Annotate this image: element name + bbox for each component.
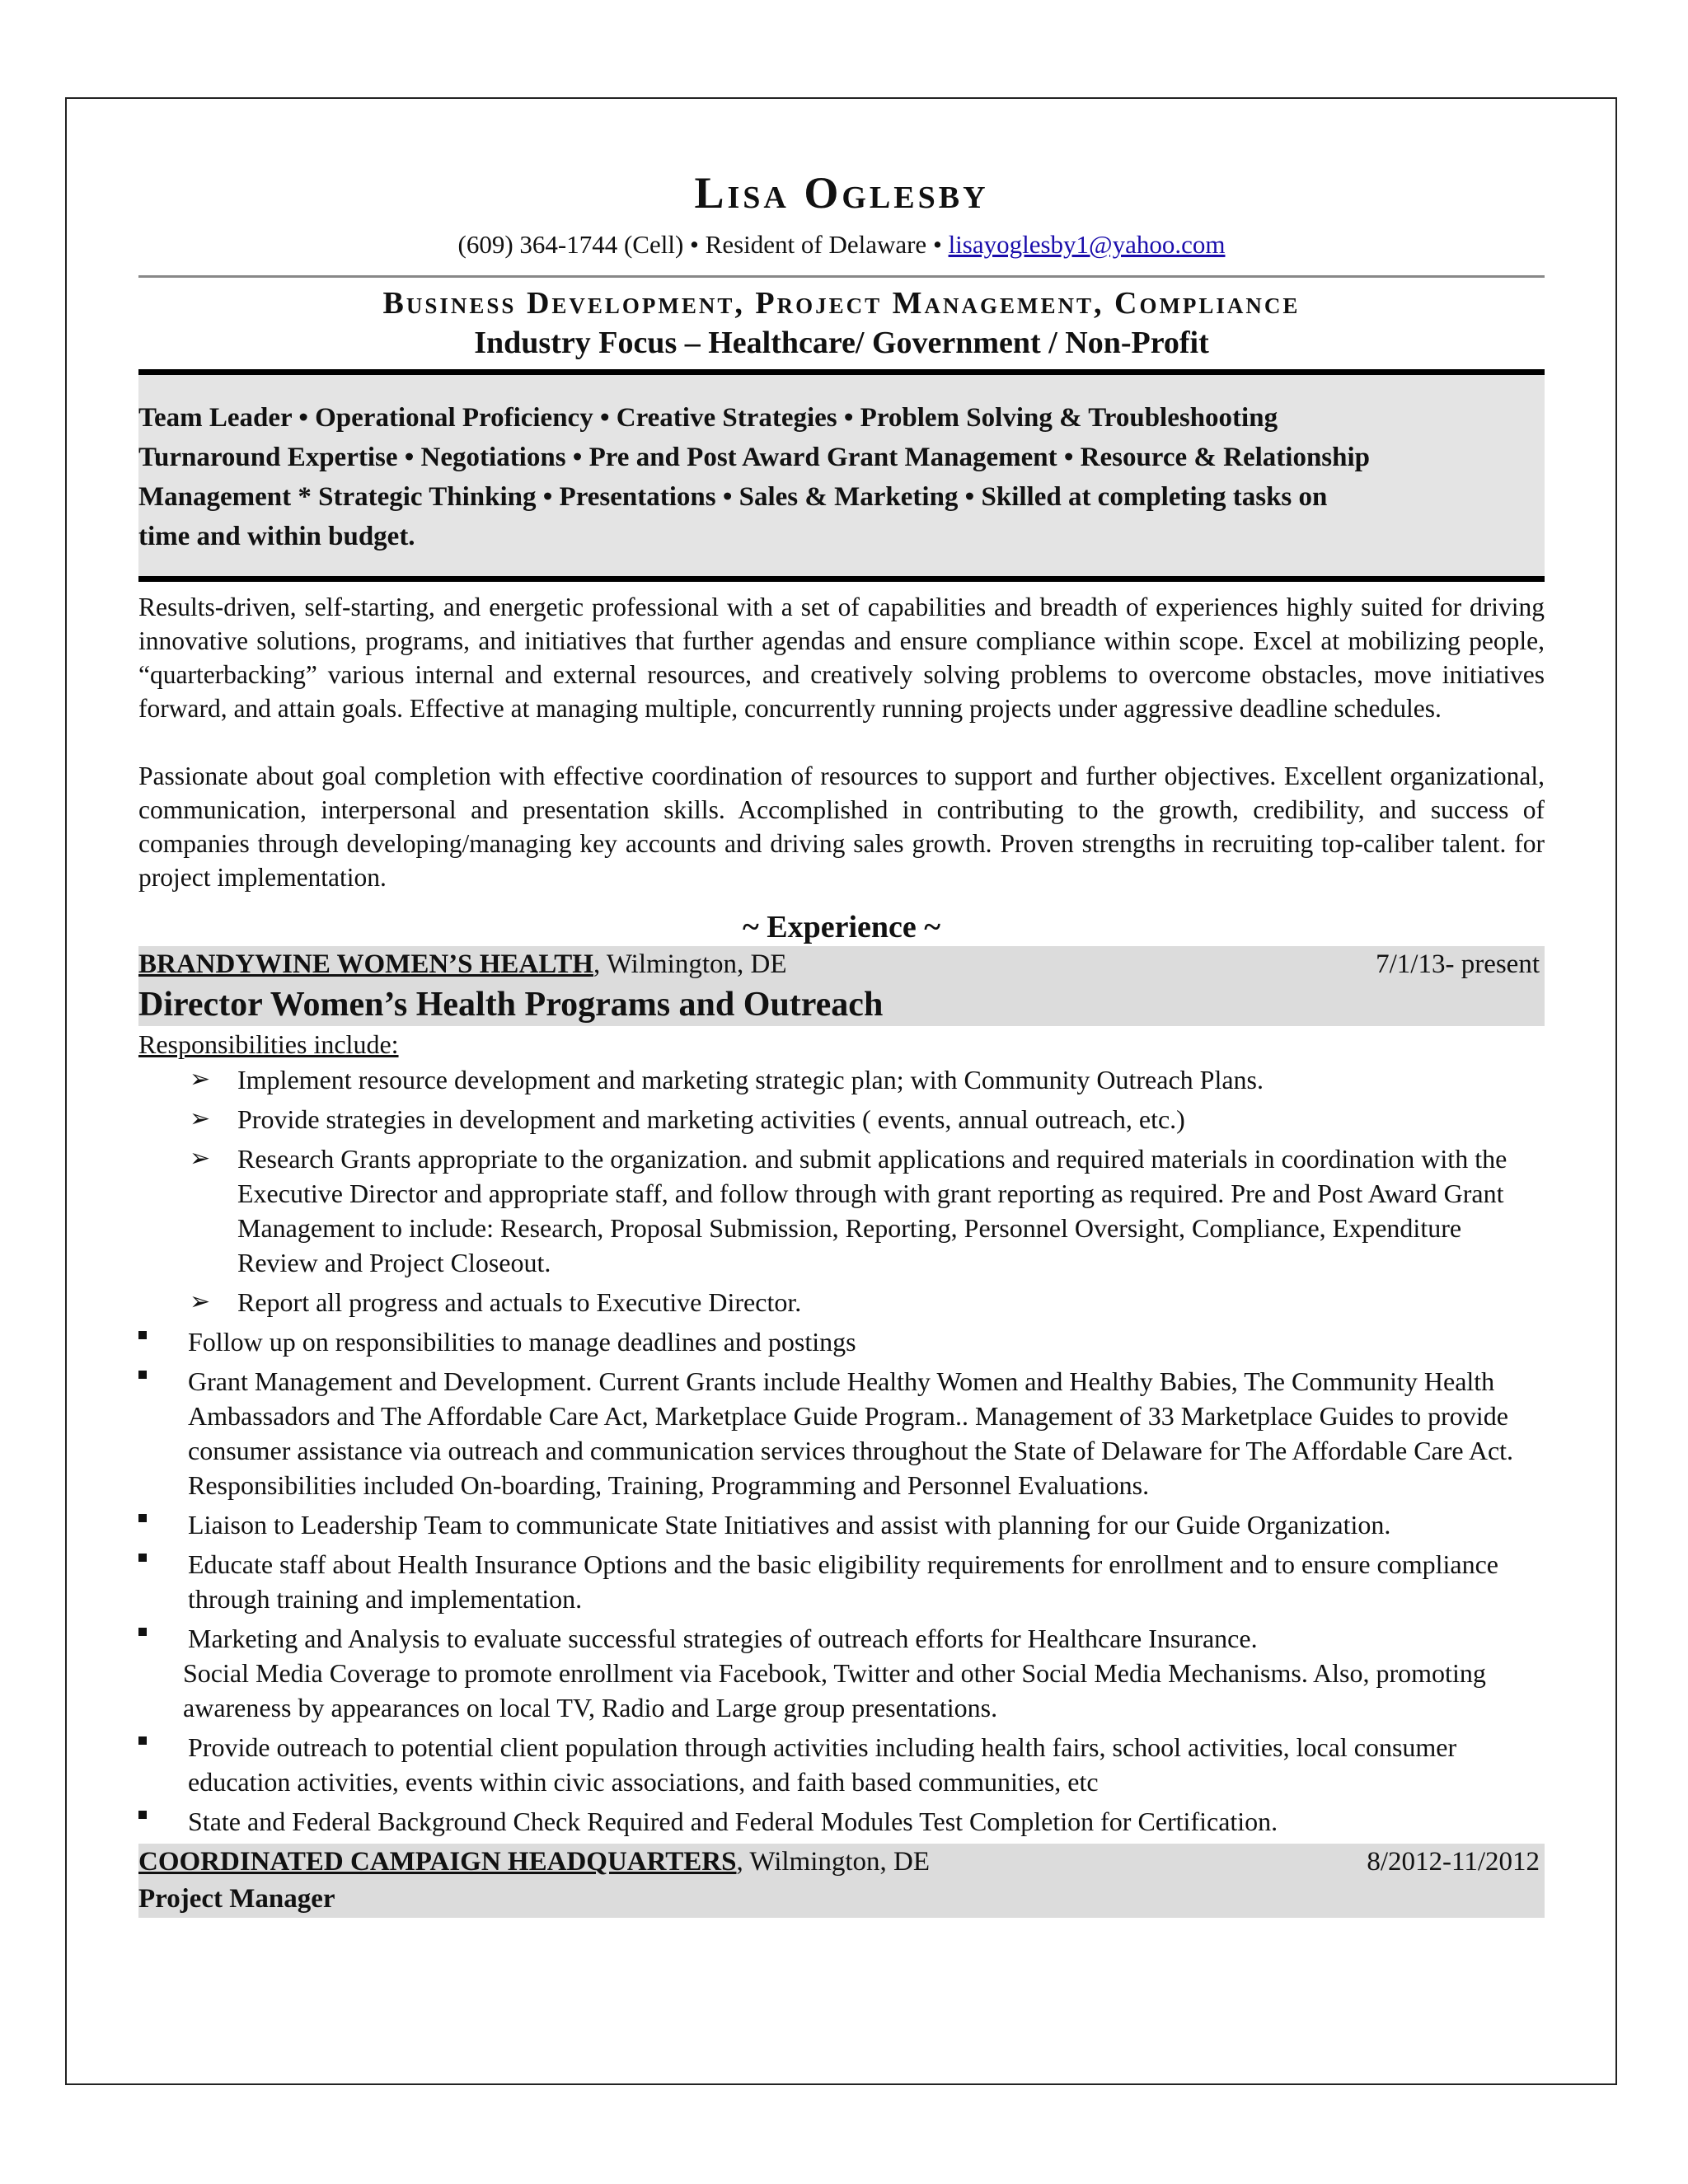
arrow-bullet-icon: ➢ [190, 1145, 211, 1173]
industry-focus: Industry Focus – Healthcare/ Government / Non-Profit [474, 326, 1209, 361]
job-location: , Wilmington, DE [593, 949, 787, 980]
square-bullet-icon [138, 1371, 147, 1379]
job-header [138, 1844, 1545, 1881]
separator: • [932, 230, 942, 260]
resume [138, 169, 1545, 1918]
location: Resident of Delaware [705, 230, 927, 260]
summary-paragraph: Results-driven, self-starting, and energetic professional with a set of capabilities and breadth of experiences highly suited for driving innovative solutions, programs, and initiatives that further agendas and ensure compliance within scope. Excel at mobilizing people, “quarterbacking” various internal and external resources, and creatively solving problems to overcome obstacles, move initiatives forward, and attain goals. Effective at managing multiple, concurrently running projects under aggressive deadline schedules. [138, 592, 1545, 723]
experience-heading: ~ Experience ~ [742, 909, 941, 944]
divider [138, 275, 1545, 278]
headline: Business Development, Project Management, Compliance [382, 285, 1301, 321]
square-bullet-icon [138, 1736, 147, 1745]
job-dates: 8/2012-11/2012 [1367, 1847, 1540, 1877]
responsibility-list [138, 1062, 1545, 1319]
employer-name: BRANDYWINE WOMEN’S HEALTH [138, 949, 593, 980]
job-header [138, 946, 1545, 983]
list-item: ➢ Implement resource development and marketing strategic plan; with Community Outreach Plans. [138, 1062, 1545, 1097]
list-item: Marketing and Analysis to evaluate successful strategies of outreach efforts for Healthcare Insurance. Social Media Coverage to promote enrollment via Facebook, Twitter and other Social Media Mechanisms. Also, promoting awareness by appearances on local TV, Radio and Large group presentations. [138, 1621, 1545, 1725]
list-item: State and Federal Background Check Required and Federal Modules Test Completion for Certification. [138, 1804, 1545, 1839]
responsibilities-label: Responsibilities include: [138, 1029, 399, 1060]
list-item: Provide outreach to potential client population through activities including health fairs, school activities, local consumer education activities, events within civic associations, and faith based communities, etc [138, 1730, 1545, 1799]
square-bullet-icon [138, 1331, 147, 1339]
list-item: Liaison to Leadership Team to communicate State Initiatives and assist with planning for our Guide Organization. [138, 1507, 1545, 1542]
job-location: , Wilmington, DE [736, 1847, 931, 1877]
candidate-name: Lisa Oglesby [694, 168, 989, 218]
list-item: ➢ Report all progress and actuals to Executive Director. [138, 1285, 1545, 1319]
list-item: Educate staff about Health Insurance Options and the basic eligibility requirements for enrollment and to ensure compliance through training and implementation. [138, 1547, 1545, 1616]
arrow-bullet-icon: ➢ [190, 1288, 211, 1316]
arrow-bullet-icon: ➢ [190, 1066, 211, 1094]
job-title: Director Women’s Health Programs and Outreach [138, 983, 1545, 1026]
job-title: Project Manager [138, 1881, 1545, 1918]
employer-name: COORDINATED CAMPAIGN HEADQUARTERS [138, 1847, 737, 1877]
duties-list [138, 1324, 1545, 1839]
skills-box [138, 375, 1545, 576]
square-bullet-icon [138, 1514, 147, 1522]
divider [138, 369, 1545, 375]
contact-line [138, 229, 1545, 260]
square-bullet-icon [138, 1811, 147, 1819]
arrow-bullet-icon: ➢ [190, 1105, 211, 1133]
list-item: Grant Management and Development. Current Grants include Healthy Women and Healthy Babies, The Community Health Ambassadors and The Affordable Care Act, Marketplace Guide Program.. Management of 33 Marketplace Guides to provide consumer assistance via outreach and communication services throughout the State of Delaware for The Affordable Care Act. Responsibilities included On-boarding, Training, Programming and Personnel Evaluations. [138, 1364, 1545, 1502]
email-link[interactable]: lisayoglesby1@yahoo.com [948, 230, 1226, 260]
list-item: Follow up on responsibilities to manage deadlines and postings [138, 1324, 1545, 1359]
phone: (609) 364-1744 (Cell) [457, 230, 684, 260]
list-item: ➢ Provide strategies in development and marketing activities ( events, annual outreach, etc.) [138, 1102, 1545, 1137]
job-dates: 7/1/13- present [1376, 949, 1540, 980]
skills-line: Team Leader • Operational Proficiency • Creative Strategies • Problem Solving & Troubleshooting [138, 402, 1278, 433]
list-item: ➢ Research Grants appropriate to the organization. and submit applications and required materials in coordination with the Executive Director and appropriate staff, and follow through with grant reporting as required. Pre and Post Award Grant Management to include: Research, Proposal Submission, Reporting, Personnel Oversight, Compliance, Expenditure Review and Project Closeout. [138, 1141, 1545, 1280]
summary-paragraph: Passionate about goal completion with effective coordination of resources to support and further objectives. Excellent organizational, communication, interpersonal and presentation skills. Accomplished in contributing to the growth, credibility, and success of companies through developing/managing key accounts and driving sales growth. Proven strengths in recruiting top-caliber talent. for project implementation. [138, 761, 1545, 892]
skills-line: time and within budget. [138, 521, 415, 551]
list-item-continuation: Social Media Coverage to promote enrollment via Facebook, Twitter and other Social Media Mechanisms. Also, promoting awareness by appearances on local TV, Radio and Large group presentations. [183, 1658, 1486, 1723]
square-bullet-icon [138, 1628, 147, 1636]
skills-line: Turnaround Expertise • Negotiations • Pre and Post Award Grant Management • Resource & Relationship [138, 442, 1371, 472]
divider [138, 576, 1545, 582]
square-bullet-icon [138, 1554, 147, 1562]
separator: • [690, 230, 699, 260]
skills-line: Management * Strategic Thinking • Presentations • Sales & Marketing • Skilled at completing tasks on [138, 481, 1328, 512]
